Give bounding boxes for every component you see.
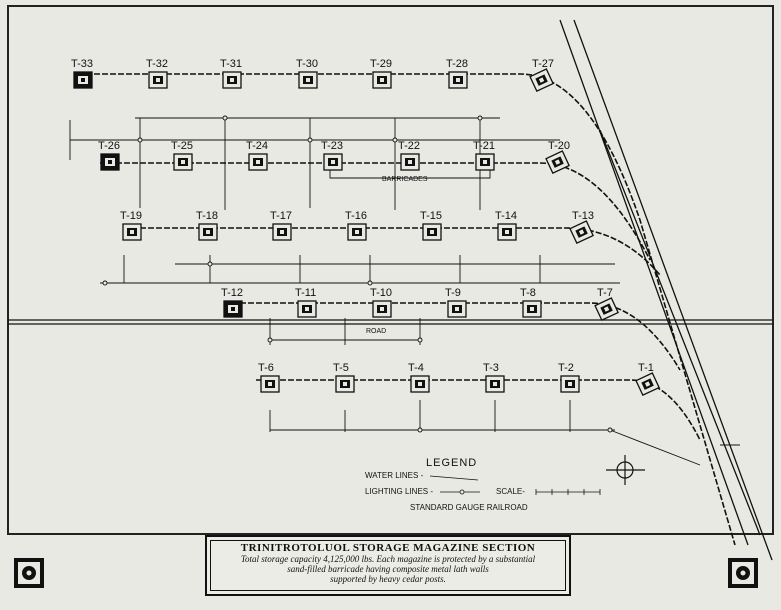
magazine-t-26: [101, 154, 119, 170]
magazine-label-t-16: T-16: [345, 210, 368, 222]
magazine-label-t-2: T-2: [558, 362, 574, 374]
magazine-label-t-12: T-12: [221, 287, 244, 299]
magazine-label-t-10: T-10: [370, 287, 393, 299]
magazine-label-t-26: T-26: [98, 140, 121, 152]
legend-lighting-label: LIGHTING LINES -: [365, 487, 434, 496]
legend: [365, 457, 600, 512]
magazine-t-3: [486, 376, 504, 392]
legend-title: LEGEND: [426, 457, 478, 469]
magazine-t-17: [273, 224, 291, 240]
magazine-t-32: [149, 72, 167, 88]
magazine-label-t-30: T-30: [296, 58, 319, 70]
magazine-label-t-15: T-15: [420, 210, 443, 222]
magazine-label-t-31: T-31: [220, 58, 243, 70]
magazine-t-14: [498, 224, 516, 240]
magazine-label-t-13: T-13: [572, 210, 595, 222]
magazine-t-20: [546, 151, 569, 173]
magazine-t-16: [348, 224, 366, 240]
magazine-t-13: [570, 221, 593, 243]
road-label: ROAD: [366, 328, 387, 335]
magazine-label-t-25: T-25: [171, 140, 194, 152]
magazine-t-15: [423, 224, 441, 240]
rosette-icon-left: [14, 558, 44, 588]
magazine-label-t-3: T-3: [483, 362, 499, 374]
magazine-label-t-8: T-8: [520, 287, 536, 299]
magazine-t-4: [411, 376, 429, 392]
magazine-t-11: [298, 301, 316, 317]
magazine-label-t-1: T-1: [638, 362, 654, 374]
magazine-t-8: [523, 301, 541, 317]
barricades-label: BARRICADES: [382, 176, 428, 183]
magazine-t-29: [373, 72, 391, 88]
magazine-label-t-6: T-6: [258, 362, 274, 374]
magazine-t-27: [530, 69, 553, 91]
magazine-t-30: [299, 72, 317, 88]
magazine-t-21: [476, 154, 494, 170]
magazine-label-t-22: T-22: [398, 140, 421, 152]
caption-inner-border: [210, 540, 566, 591]
magazine-t-10: [373, 301, 391, 317]
compass-icon: [606, 455, 645, 485]
magazine-label-t-18: T-18: [196, 210, 219, 222]
magazine-label-t-17: T-17: [270, 210, 293, 222]
magazine-label-t-4: T-4: [408, 362, 424, 374]
caption-line-1: Total storage capacity 4,125,000 lbs. Each magazine is protected by a substantial: [240, 554, 536, 564]
magazine-t-1: [636, 373, 659, 395]
magazine-t-24: [249, 154, 267, 170]
rosette-icon-right: [728, 558, 758, 588]
legend-railroad-label: STANDARD GAUGE RAILROAD: [410, 503, 528, 512]
magazine-t-2: [561, 376, 579, 392]
magazine-label-t-33: T-33: [71, 58, 94, 70]
magazine-label-t-21: T-21: [473, 140, 496, 152]
legend-water-label: WATER LINES -: [365, 471, 424, 480]
magazine-t-23: [324, 154, 342, 170]
magazine-label-t-23: T-23: [321, 140, 344, 152]
caption-box: [205, 535, 571, 596]
magazine-label-t-5: T-5: [333, 362, 349, 374]
magazine-t-22: [401, 154, 419, 170]
road: [8, 320, 773, 324]
magazine-t-6: [261, 376, 279, 392]
magazine-label-t-11: T-11: [295, 287, 317, 299]
magazine-t-19: [123, 224, 141, 240]
caption-line-2: sand-filled barricade having composite metal lath walls: [287, 564, 489, 574]
magazine-t-5: [336, 376, 354, 392]
magazine-t-12: [224, 301, 242, 317]
magazine-t-9: [448, 301, 466, 317]
magazine-t-25: [174, 154, 192, 170]
main-railroad: [560, 20, 772, 560]
magazine-t-31: [223, 72, 241, 88]
magazines: [71, 58, 659, 395]
magazine-label-t-14: T-14: [495, 210, 518, 222]
magazine-label-t-27: T-27: [532, 58, 555, 70]
magazine-t-7: [595, 298, 618, 320]
magazine-label-t-7: T-7: [597, 287, 613, 299]
magazine-label-t-28: T-28: [446, 58, 469, 70]
legend-water-line: [430, 476, 478, 480]
magazine-t-18: [199, 224, 217, 240]
magazine-label-t-32: T-32: [146, 58, 169, 70]
magazine-t-33: [74, 72, 92, 88]
magazine-t-28: [449, 72, 467, 88]
magazine-label-t-9: T-9: [445, 287, 461, 299]
magazine-label-t-20: T-20: [548, 140, 571, 152]
caption-line-3: supported by heavy cedar posts.: [330, 574, 446, 584]
magazine-label-t-19: T-19: [120, 210, 143, 222]
scale-bar: [536, 489, 600, 495]
magazine-label-t-24: T-24: [246, 140, 269, 152]
legend-scale-label: SCALE-: [496, 487, 525, 496]
caption-title: TRINITROTOLUOL STORAGE MAGAZINE SECTION: [240, 542, 536, 554]
magazine-label-t-29: T-29: [370, 58, 393, 70]
